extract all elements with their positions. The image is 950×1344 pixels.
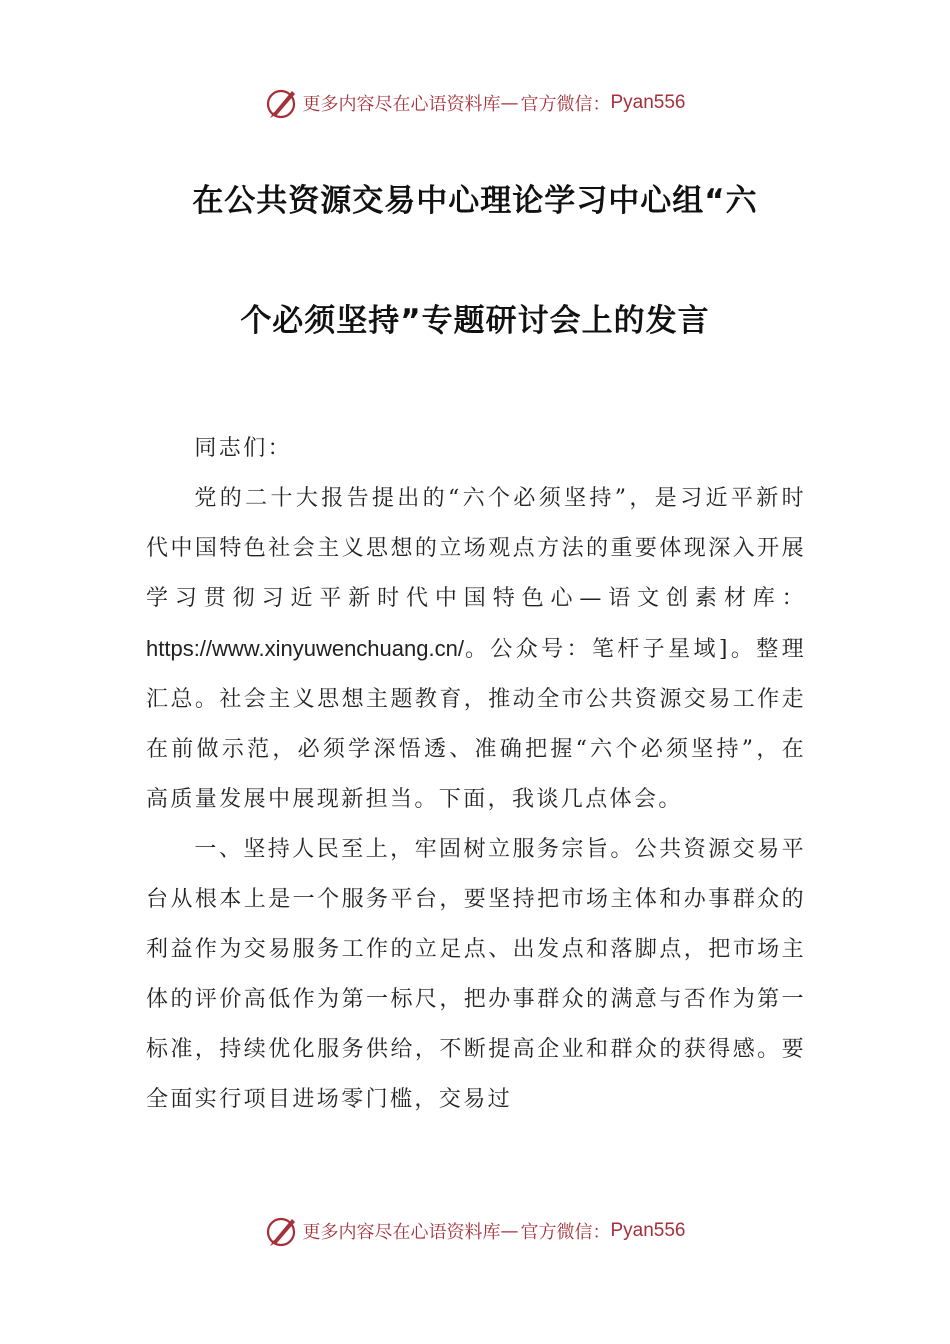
watermark-wechat-label: 官方微信： xyxy=(520,94,611,115)
paragraph-1-text-b: 。公众号：笔杆子星域]。整理汇总。社会主义思想主题教育，推动全市公共资源交易工作走在前做示范，必须学深悟透、准确把握“六个必须坚持”，在高质量发展中展现新担当。下面，我谈几点体会。 xyxy=(146,637,806,812)
watermark-banner-bottom xyxy=(0,1211,950,1251)
paragraph-1 xyxy=(146,474,806,825)
page-title-line-2: 个必须坚持”专题研讨会上的发言 xyxy=(240,303,710,339)
paragraph-1-text-a: 党的二十大报告提出的“六个必须坚持”，是习近平新时代中国特色社会主义思想的立场观点方法的重要体现深入开展学习贯彻习近平新时代中国特色心—语文创素材库： xyxy=(146,486,806,611)
watermark-wechat-id: Pyan556 xyxy=(610,92,686,113)
paragraph-1-url: https://www.xinyuwenchuang.cn/ xyxy=(146,636,464,661)
watermark-brand: 更多内容尽在心语资料库 xyxy=(302,94,501,115)
watermark-banner-top xyxy=(0,83,950,123)
quill-pen-icon xyxy=(264,85,300,121)
salutation: 同志们： xyxy=(194,436,292,461)
page-title-line-1: 在公共资源交易中心理论学习中心组“六 xyxy=(192,183,758,219)
watermark-separator: — xyxy=(500,92,519,114)
watermark-brand: 更多内容尽在心语资料库 xyxy=(302,1222,501,1243)
quill-pen-icon xyxy=(264,1213,300,1249)
document-body xyxy=(146,424,806,1125)
watermark-wechat-label: 官方微信： xyxy=(520,1222,611,1243)
watermark-separator: — xyxy=(500,1220,519,1242)
watermark-wechat-id: Pyan556 xyxy=(610,1220,686,1241)
paragraph-2: 一、坚持人民至上，牢固树立服务宗旨。公共资源交易平台从根本上是一个服务平台，要坚持把市场主体和办事群众的利益作为交易服务工作的立足点、出发点和落脚点，把市场主体的评价高低作为第一标尺，把办事群众的满意与否作为第一标准，持续优化服务供给，不断提高企业和群众的获得感。要全面实行项目进场零门槛，交易过 xyxy=(146,837,806,1112)
